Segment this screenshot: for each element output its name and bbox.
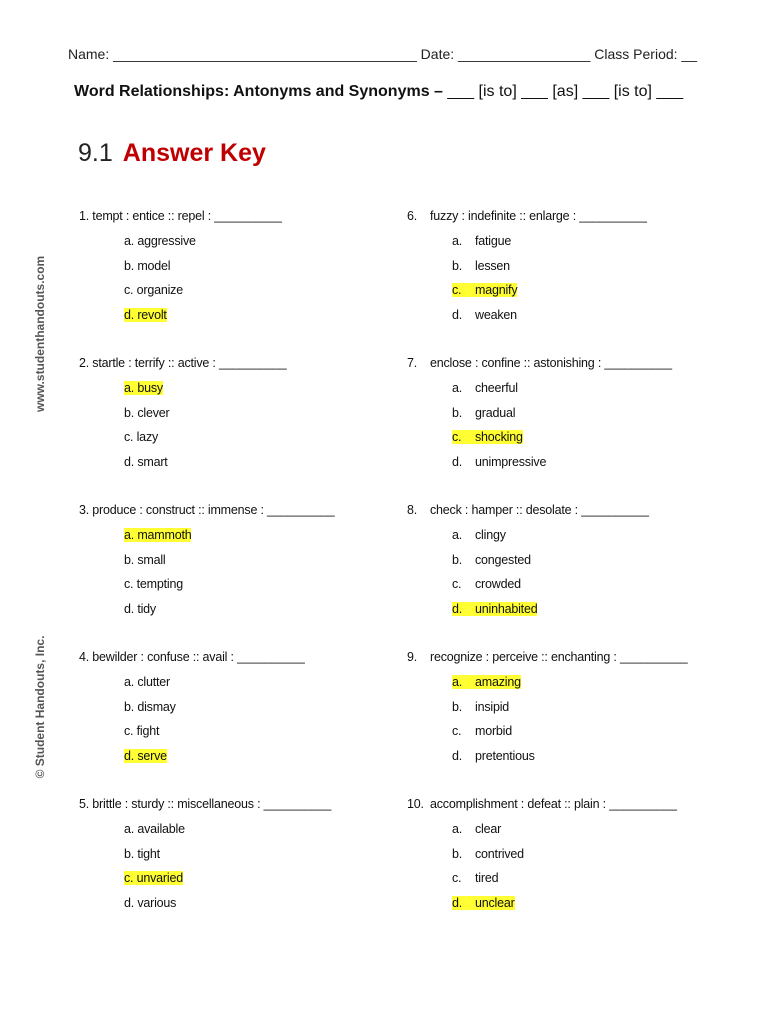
question-2 — [79, 356, 287, 469]
option-text: busy — [137, 381, 163, 395]
option-text: smart — [137, 454, 168, 469]
answer-option — [452, 308, 517, 322]
question-text: recognize : perceive :: enchanting : __________ — [430, 650, 688, 664]
answer-option — [452, 822, 501, 836]
answer-text-wrap — [124, 675, 170, 689]
option-text: tempting — [136, 577, 183, 591]
answer-option — [124, 259, 170, 273]
option-letter: c. — [452, 577, 462, 591]
answer-text-wrap — [124, 896, 176, 910]
option-letter: b. — [124, 699, 135, 714]
answer-key-heading — [78, 139, 266, 168]
option-text: crowded — [475, 577, 521, 591]
option-letter: b. — [452, 405, 463, 420]
answer-option — [124, 871, 183, 885]
option-letter: d. — [124, 601, 135, 616]
answer-text-wrap — [452, 234, 511, 248]
answer-option — [124, 675, 170, 689]
answer-option — [452, 577, 521, 591]
correct-answer-highlight — [124, 381, 163, 395]
answer-text-wrap — [124, 602, 156, 616]
option-letter: a. — [124, 528, 135, 542]
option-text: clutter — [137, 675, 170, 689]
correct-answer-highlight — [452, 675, 521, 689]
question-number: 9. — [407, 650, 418, 664]
answer-option — [452, 259, 510, 273]
copyright-watermark: © Student Handouts, Inc. — [33, 635, 47, 779]
answer-option — [124, 234, 196, 248]
option-text: lazy — [136, 430, 159, 444]
answer-option — [452, 381, 518, 395]
answer-key-label: Answer Key — [122, 139, 266, 167]
question-stem: 2. startle : terrify :: active : __________ — [79, 356, 287, 370]
answer-text-wrap — [452, 700, 509, 714]
answer-text-wrap — [452, 724, 512, 738]
option-text: revolt — [137, 307, 167, 322]
answer-text-wrap — [124, 822, 185, 836]
option-text: fight — [136, 724, 160, 738]
option-text: mammoth — [137, 528, 192, 542]
answer-option — [452, 724, 512, 738]
option-letter: d. — [124, 748, 135, 763]
answer-text-wrap — [452, 871, 498, 885]
question-1 — [79, 209, 282, 322]
option-text: uninhabited — [475, 601, 538, 616]
answer-text-wrap — [124, 577, 183, 591]
option-letter: d. — [452, 601, 463, 616]
question-4 — [79, 650, 305, 763]
answer-text-wrap — [124, 430, 158, 444]
question-number: 6. — [407, 209, 418, 223]
answer-option — [124, 406, 169, 420]
correct-answer-highlight — [124, 308, 167, 322]
correct-answer-highlight — [124, 749, 167, 763]
question-text: check : hamper :: desolate : __________ — [430, 503, 649, 517]
answer-text-wrap — [452, 553, 531, 567]
option-text: amazing — [475, 675, 521, 689]
option-text: weaken — [475, 307, 517, 322]
correct-answer-highlight — [452, 283, 517, 297]
option-text: tired — [475, 871, 499, 885]
option-text: magnify — [475, 283, 518, 297]
answer-text-wrap — [452, 822, 501, 836]
answer-option — [452, 455, 546, 469]
option-text: organize — [136, 283, 183, 297]
option-text: various — [137, 895, 177, 910]
option-letter: d. — [124, 307, 135, 322]
answer-option — [124, 455, 168, 469]
option-letter: b. — [124, 552, 135, 567]
answer-option — [124, 283, 183, 297]
answer-option — [124, 700, 176, 714]
answer-option — [452, 406, 515, 420]
question-text: accomplishment : defeat :: plain : __________ — [430, 797, 677, 811]
option-letter: b. — [452, 699, 463, 714]
answer-option — [452, 602, 537, 616]
option-text: available — [137, 822, 185, 836]
answer-option — [124, 602, 156, 616]
option-letter: a. — [452, 528, 463, 542]
answer-option — [452, 528, 506, 542]
question-number: 7. — [407, 356, 418, 370]
question-stem — [407, 503, 649, 517]
option-letter: b. — [124, 405, 135, 420]
option-text: morbid — [475, 724, 513, 738]
option-text: unvaried — [136, 871, 183, 885]
answer-text-wrap — [452, 847, 524, 861]
correct-answer-highlight — [452, 896, 515, 910]
answer-text-wrap — [452, 259, 510, 273]
question-6 — [407, 209, 647, 322]
option-text: lessen — [475, 258, 510, 273]
answer-text-wrap — [124, 283, 183, 297]
question-stem — [407, 356, 672, 370]
answer-option — [452, 847, 524, 861]
answer-text-wrap — [124, 700, 176, 714]
option-letter: b. — [452, 846, 463, 861]
answer-text-wrap — [124, 259, 170, 273]
option-letter: d. — [452, 748, 463, 763]
option-letter: c. — [124, 430, 134, 444]
answer-option — [124, 308, 167, 322]
option-text: aggressive — [137, 234, 196, 248]
option-text: clear — [475, 822, 502, 836]
answer-option — [452, 896, 515, 910]
worksheet-title-main: Word Relationships: Antonyms and Synonyms – — [74, 83, 443, 100]
option-letter: a. — [452, 675, 463, 689]
question-5 — [79, 797, 332, 910]
option-letter: a. — [124, 234, 135, 248]
answer-text-wrap — [452, 308, 517, 322]
option-text: congested — [475, 552, 531, 567]
question-stem: 3. produce : construct :: immense : __________ — [79, 503, 335, 517]
answer-text-wrap — [452, 381, 518, 395]
option-text: tidy — [137, 601, 156, 616]
answer-option — [452, 675, 521, 689]
answer-text-wrap — [124, 724, 159, 738]
answer-option — [452, 871, 498, 885]
section-number: 9.1 — [78, 139, 113, 167]
option-letter: a. — [452, 381, 463, 395]
option-letter: d. — [124, 895, 135, 910]
answer-option — [124, 847, 160, 861]
question-3 — [79, 503, 335, 616]
answer-option — [124, 749, 167, 763]
worksheet-title — [74, 83, 683, 101]
answer-option — [452, 234, 511, 248]
answer-option — [452, 749, 535, 763]
question-stem — [407, 650, 687, 664]
question-text: enclose : confine :: astonishing : __________ — [430, 356, 672, 370]
option-letter: c. — [452, 283, 462, 297]
option-text: serve — [137, 748, 167, 763]
option-text: unimpressive — [475, 454, 547, 469]
option-letter: c. — [124, 283, 134, 297]
answer-text-wrap — [452, 577, 521, 591]
option-letter: c. — [452, 871, 462, 885]
question-10 — [407, 797, 677, 910]
website-watermark: www.studenthandouts.com — [33, 255, 47, 412]
option-letter: b. — [452, 258, 463, 273]
option-letter: d. — [124, 454, 135, 469]
answer-option — [124, 381, 163, 395]
answer-text-wrap — [124, 553, 165, 567]
answer-option — [452, 700, 509, 714]
option-text: gradual — [475, 405, 516, 420]
option-text: small — [137, 552, 166, 567]
worksheet-title-pattern: ___ [is to] ___ [as] ___ [is to] ___ — [442, 83, 684, 100]
option-letter: a. — [124, 675, 135, 689]
option-letter: a. — [124, 822, 135, 836]
student-info-line: Name: _______________________________________ Date: _________________ Class Period: __ — [68, 46, 697, 62]
option-letter: a. — [124, 381, 135, 395]
option-text: cheerful — [475, 381, 518, 395]
correct-answer-highlight — [124, 871, 183, 885]
correct-answer-highlight — [124, 528, 191, 542]
option-text: fatigue — [475, 234, 512, 248]
option-letter: c. — [124, 871, 134, 885]
option-text: model — [137, 258, 171, 273]
option-text: clingy — [475, 528, 506, 542]
option-text: tight — [137, 846, 160, 861]
answer-option — [452, 430, 523, 444]
answer-option — [452, 283, 517, 297]
option-letter: c. — [124, 724, 134, 738]
option-letter: b. — [124, 258, 135, 273]
question-stem: 1. tempt : entice :: repel : __________ — [79, 209, 282, 223]
option-text: contrived — [475, 846, 524, 861]
option-letter: a. — [452, 234, 463, 248]
question-8 — [407, 503, 649, 616]
option-letter: c. — [124, 577, 134, 591]
answer-text-wrap — [452, 406, 515, 420]
option-text: shocking — [475, 430, 523, 444]
option-text: pretentious — [475, 748, 535, 763]
answer-text-wrap — [452, 749, 535, 763]
answer-text-wrap — [124, 234, 196, 248]
answer-text-wrap — [452, 528, 506, 542]
option-letter: c. — [452, 724, 462, 738]
question-stem: 4. bewilder : confuse :: avail : __________ — [79, 650, 305, 664]
question-number: 10. — [407, 797, 424, 811]
question-7 — [407, 356, 672, 469]
answer-option — [124, 430, 158, 444]
option-text: dismay — [137, 699, 176, 714]
answer-option — [124, 528, 191, 542]
answer-text-wrap — [124, 847, 160, 861]
question-number: 8. — [407, 503, 418, 517]
option-letter: a. — [452, 822, 463, 836]
answer-option — [452, 553, 531, 567]
correct-answer-highlight — [452, 602, 537, 616]
answer-option — [124, 896, 176, 910]
answer-text-wrap — [452, 455, 546, 469]
option-text: insipid — [475, 699, 510, 714]
question-stem — [407, 209, 647, 223]
option-letter: d. — [452, 307, 463, 322]
answer-option — [124, 822, 185, 836]
question-text: fuzzy : indefinite :: enlarge : __________ — [430, 209, 647, 223]
answer-text-wrap — [124, 406, 169, 420]
option-letter: b. — [452, 552, 463, 567]
option-letter: c. — [452, 430, 462, 444]
option-text: unclear — [475, 895, 515, 910]
answer-option — [124, 553, 165, 567]
option-letter: d. — [452, 454, 463, 469]
question-9 — [407, 650, 688, 763]
option-letter: d. — [452, 895, 463, 910]
option-letter: b. — [124, 846, 135, 861]
question-stem: 5. brittle : sturdy :: miscellaneous : __________ — [79, 797, 332, 811]
question-stem — [407, 797, 677, 811]
answer-text-wrap — [124, 455, 168, 469]
correct-answer-highlight — [452, 430, 523, 444]
option-text: clever — [137, 405, 170, 420]
answer-option — [124, 577, 183, 591]
answer-option — [124, 724, 159, 738]
